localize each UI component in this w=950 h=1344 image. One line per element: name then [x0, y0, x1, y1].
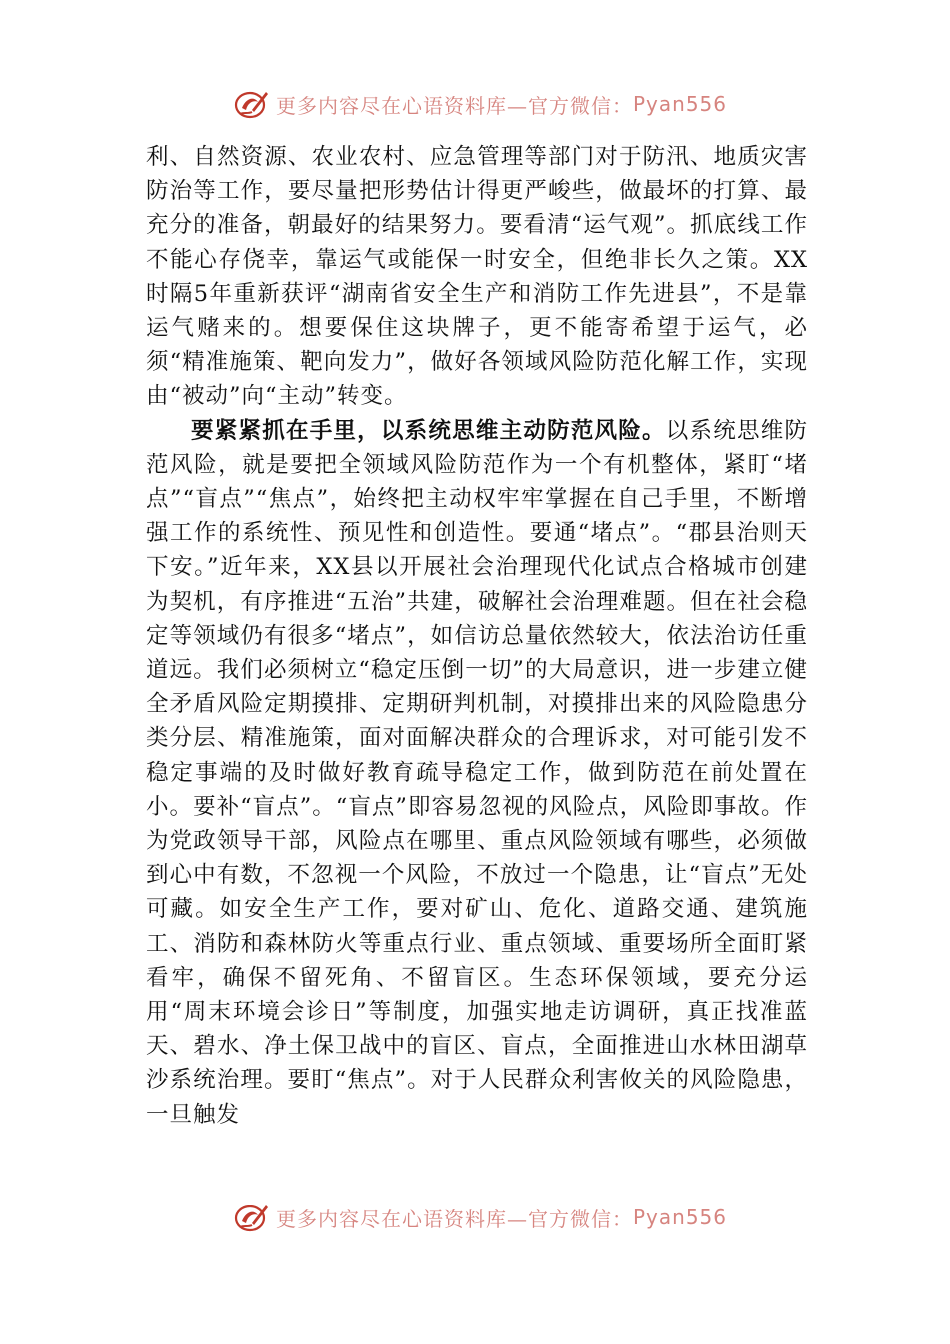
paragraph-2-text: 以系统思维防范风险，就是要把全领域风险防范作为一个有机整体，紧盯“堵点”“盲点”“焦点”，始终把主动权牢牢掌握在自己手里，不断增强工作的系统性、预见性和创造性。要通“堵点”。“郡县治则天下安。”近年来，XX县以开展社会治理现代化试点合格城市创建为契机，有序推进“五治”共建，破解社会治理难题。但在社会稳定等领域仍有很多“堵点”，如信访总量依然较大，依法治访任重道远。我们必须树立“稳定压倒一切”的大局意识，进一步建立健全矛盾风险定期摸排、定期研判机制，对摸排出来的风险隐患分类分层、精准施策，面对面解决群众的合理诉求，对可能引发不稳定事端的及时做好教育疏导稳定工作，做到防范在前处置在小。要补“盲点”。“盲点”即容易忽视的风险点，风险即事故。作为党政领导干部，风险点在哪里、重点风险领域有哪些，必须做到心中有数，不忽视一个风险，不放过一个隐患，让“盲点”无处可藏。如安全生产工作，要对矿山、危化、道路交通、建筑施工、消防和森林防火等重点行业、重点领域、重要场所全面盯紧看牢，确保不留死角、不留盲区。生态环保领域，要充分运用“周末环境会诊日”等制度，加强实地走访调研，真正找准蓝天、碧水、净土保卫战中的盲区、盲点，全面推进山水林田湖草沙系统治理。要盯“焦点”。对于人民群众利害攸关的风险隐患，一旦触发: [146, 417, 808, 1128]
header-watermark-banner: [232, 84, 732, 124]
footer-watermark-banner: [232, 1205, 732, 1239]
watermark-wechat-id: Pyan556: [633, 92, 728, 116]
document-body: [146, 140, 808, 1132]
flower-pen-logo-icon: [232, 84, 272, 124]
watermark-text: 更多内容尽在心语资料库—官方微信：: [276, 93, 633, 118]
flower-pen-logo-icon: [232, 1205, 272, 1237]
watermark-wechat-id: Pyan556: [633, 1205, 728, 1229]
watermark-text: 更多内容尽在心语资料库—官方微信：: [276, 1206, 633, 1231]
paragraph-2: [146, 414, 808, 1132]
paragraph-1: 利、自然资源、农业农村、应急管理等部门对于防汛、地质灾害防治等工作，要尽量把形势估计得更严峻些，做最坏的打算、最充分的准备，朝最好的结果努力。要看清“运气观”。抓底线工作不能心存侥幸，靠运气或能保一时安全，但绝非长久之策。XX时隔5年重新获评“湖南省安全生产和消防工作先进县”，不是靠运气赌来的。想要保住这块牌子，更不能寄希望于运气，必须“精准施策、靶向发力”，做好各领域风险防范化解工作，实现由“被动”向“主动”转变。: [146, 144, 808, 410]
paragraph-2-heading: 要紧紧抓在手里，以系统思维主动防范风险。: [191, 417, 666, 444]
